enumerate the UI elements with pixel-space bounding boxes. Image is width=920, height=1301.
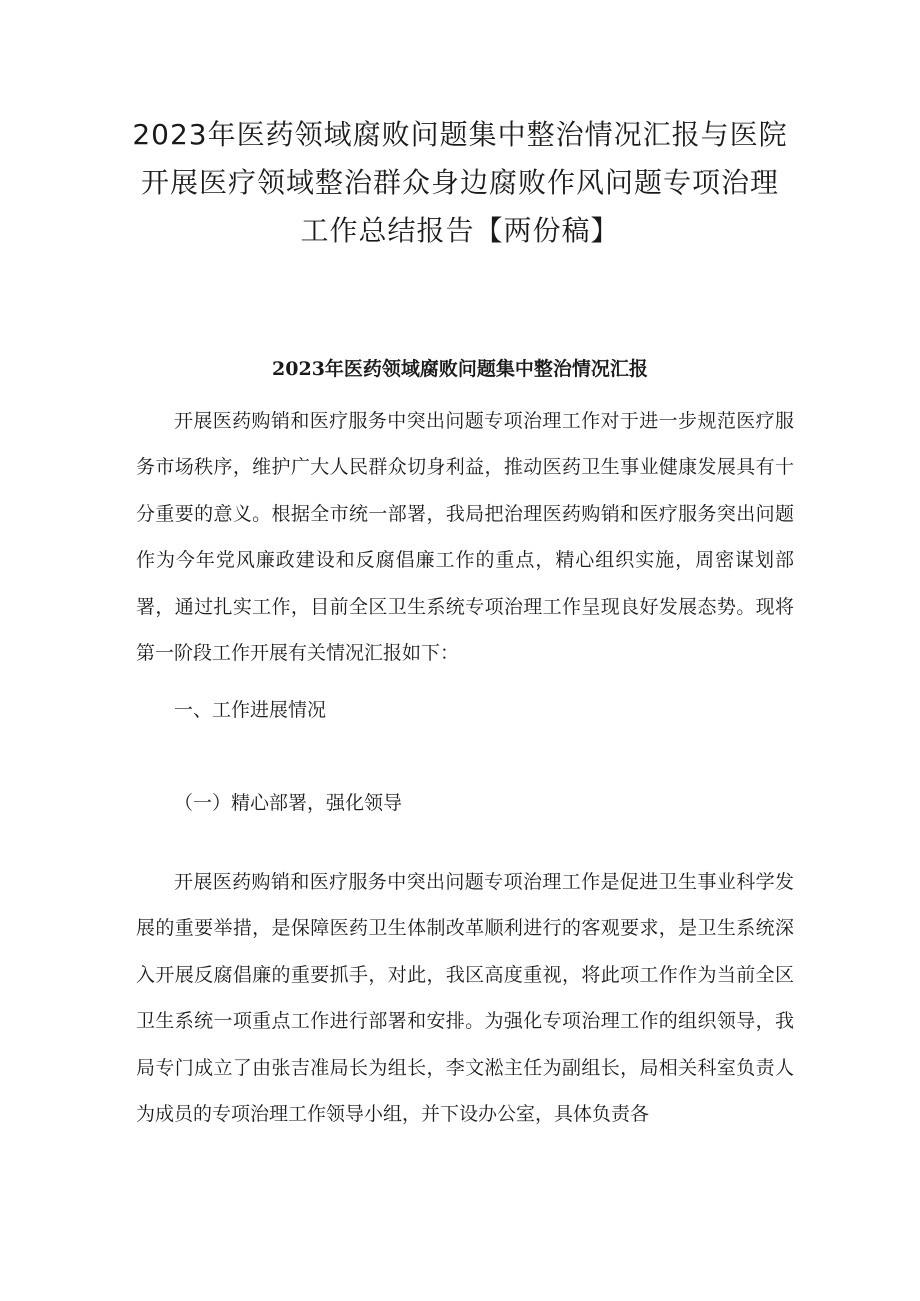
title-line-3: 工作总结报告【两份稿】: [300, 214, 620, 247]
title-line-1: 2023年医药领域腐败问题集中整治情况汇报与医院: [132, 118, 788, 151]
heading-deployment-leadership: （一）精心部署，强化领导: [174, 792, 403, 814]
document-title: [120, 111, 800, 255]
heading-work-progress: 一、工作进展情况: [174, 699, 327, 721]
paragraph-intro: 开展医药购销和医疗服务中突出问题专项治理工作对于进一步规范医疗服务市场秩序，维护广大人民群众切身利益，推动医药卫生事业健康发展具有十分重要的意义。根据全市统一部署，我局把治理医药购销和医疗服务突出问题作为今年党风廉政建设和反腐倡廉工作的重点，精心组织实施，周密谋划部署，通过扎实工作，目前全区卫生系统专项治理工作呈现良好发展态势。现将第一阶段工作开展有关情况汇报如下：: [136, 410, 794, 665]
paragraph-deployment: 开展医药购销和医疗服务中突出问题专项治理工作是促进卫生事业科学发展的重要举措，是保障医药卫生体制改革顺利进行的客观要求，是卫生系统深入开展反腐倡廉的重要抓手，对此，我区高度重视，将此项工作作为当前全区卫生系统一项重点工作进行部署和安排。为强化专项治理工作的组织领导，我局专门成立了由张吉准局长为组长，李文淞主任为副组长，局相关科室负责人为成员的专项治理工作领导小组，并下设办公室，具体负责各: [136, 871, 794, 1126]
title-line-2: 开展医疗领域整治群众身边腐败作风问题专项治理: [140, 166, 779, 199]
section-title: 2023年医药领域腐败问题集中整治情况汇报: [272, 358, 648, 380]
